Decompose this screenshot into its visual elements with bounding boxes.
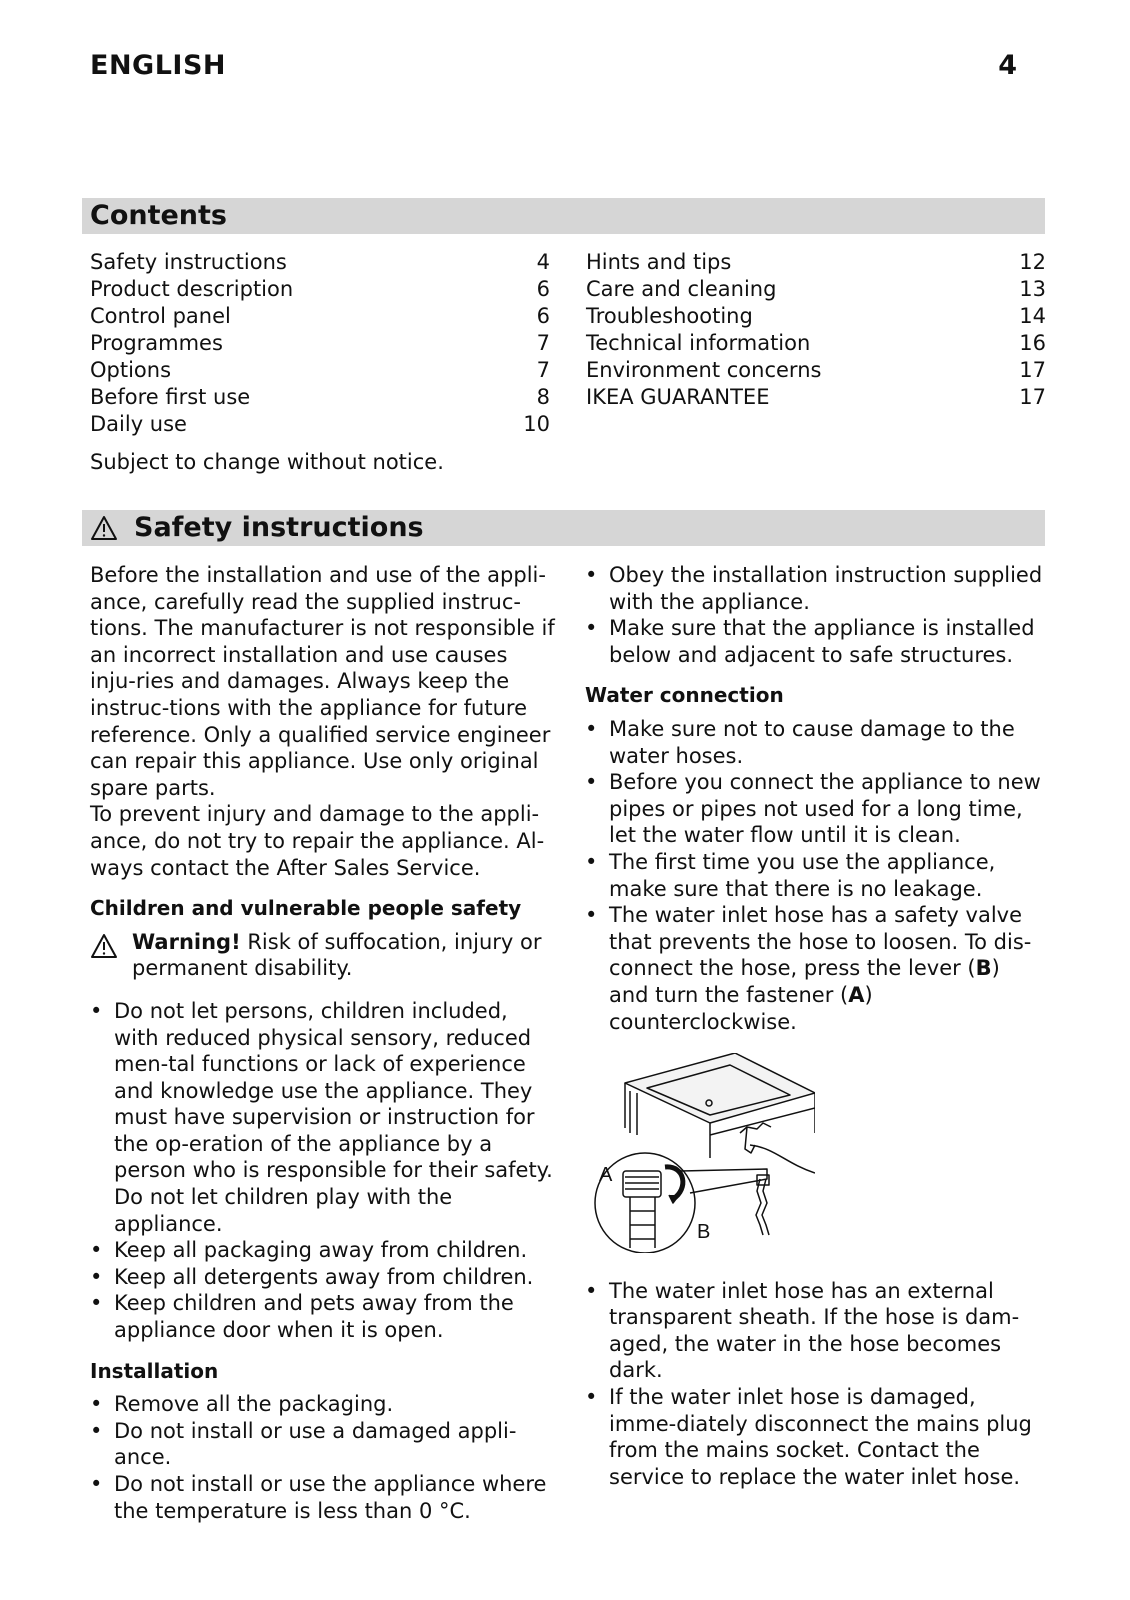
list-item: • Keep all packaging away from children. [90, 1237, 555, 1264]
valve-text: The water inlet hose has a safety valve that prevents the hose to loosen. To dis-connect the hose, press the lever ( [609, 903, 1032, 981]
safety-intro-paragraph: Before the installation and use of the appli-ance, carefully read the supplied instruc-tions. The manufacturer is not responsible if an incorrect installation and use causes inju-ries and damages. Always keep the instruc-tions with the appliance for future reference. Only a qualified service engineer can repair this appliance. Use only original spare parts. [90, 563, 555, 800]
safety-heading [82, 510, 1045, 546]
toc-row [586, 384, 1046, 411]
toc-label: Control panel [90, 304, 231, 328]
list-item [585, 902, 1045, 1035]
figure-label-a: A [599, 1164, 613, 1187]
toc-label: Technical information [586, 331, 811, 355]
toc-page: 6 [536, 277, 550, 301]
toc-page: 6 [536, 304, 550, 328]
toc-row [90, 249, 550, 276]
hose-illustration [585, 1053, 815, 1253]
toc-row [90, 276, 550, 303]
water-connection-list [585, 716, 1045, 1035]
toc-row [90, 411, 550, 438]
toc-page: 12 [1019, 250, 1046, 274]
list-item: • Remove all the packaging. [90, 1391, 555, 1418]
toc-page: 4 [536, 250, 550, 274]
water-connection-heading: Water connection [585, 683, 784, 708]
toc-right-column [586, 249, 1046, 411]
toc-label: Troubleshooting [586, 304, 753, 328]
change-notice: Subject to change without notice. [90, 450, 444, 474]
toc-page: 7 [536, 358, 550, 382]
toc-row [90, 303, 550, 330]
toc-page: 14 [1019, 304, 1046, 328]
water-hose-figure [585, 1053, 1045, 1260]
installation-heading: Installation [90, 1358, 219, 1383]
toc-label: Environment concerns [586, 358, 822, 382]
list-item: • If the water inlet hose is damaged, imme-diately disconnect the mains plug from the mains socket. Contact the service to replace the water inlet hose. [585, 1384, 1045, 1490]
warning-label: Warning! [132, 929, 241, 954]
toc-page: 17 [1019, 358, 1046, 382]
header-language: ENGLISH [90, 50, 226, 81]
toc-row [586, 303, 1046, 330]
list-item: • Keep all detergents away from children. [90, 1264, 555, 1291]
toc-row [586, 249, 1046, 276]
safety-title: Safety instructions [134, 512, 424, 543]
toc-page: 8 [536, 385, 550, 409]
list-item: • Do not install or use the appliance where the temperature is less than 0 °C. [90, 1471, 555, 1524]
warning-text-block [132, 929, 555, 982]
toc-row [90, 357, 550, 384]
toc-label: Before first use [90, 385, 251, 409]
toc-page: 7 [536, 331, 550, 355]
hose-sheath-list [585, 1278, 1045, 1491]
toc-label: Hints and tips [586, 250, 732, 274]
warning-text: Risk of suffocation, injury or permanent disability. [132, 929, 542, 981]
installation-list [90, 1391, 555, 1524]
toc-row [90, 384, 550, 411]
list-item: • Before you connect the appliance to new pipes or pipes not used for a long time, let the water flow until it is clean. [585, 769, 1045, 849]
toc-label: Daily use [90, 412, 187, 436]
lever-label: B [975, 956, 992, 981]
toc-left-column [90, 249, 550, 438]
list-item: • Make sure not to cause damage to the water hoses. [585, 716, 1045, 769]
warning-triangle-icon [90, 515, 118, 541]
general-safety-list [585, 562, 1045, 668]
list-item: • Do not install or use a damaged appli-ance. [90, 1418, 555, 1471]
toc-page: 13 [1019, 277, 1046, 301]
list-item: • Obey the installation instruction supplied with the appliance. [585, 562, 1045, 615]
toc-label: Safety instructions [90, 250, 287, 274]
toc-label: Product description [90, 277, 294, 301]
warning-note [90, 929, 555, 982]
safety-left-column [90, 562, 555, 1524]
list-item: • Make sure that the appliance is installed below and adjacent to safe structures. [585, 615, 1045, 668]
children-safety-heading: Children and vulnerable people safety [90, 896, 522, 921]
toc-page: 16 [1019, 331, 1046, 355]
list-item: • Keep children and pets away from the appliance door when it is open. [90, 1290, 555, 1343]
toc-page: 17 [1019, 385, 1046, 409]
list-item: • The water inlet hose has an external transparent sheath. If the hose is dam-aged, the water in the hose becomes dark. [585, 1278, 1045, 1384]
safety-right-column [585, 562, 1045, 1490]
warning-triangle-icon [90, 933, 118, 959]
toc-page: 10 [523, 412, 550, 436]
fastener-label: A [848, 982, 865, 1007]
toc-label: Care and cleaning [586, 277, 777, 301]
toc-label: IKEA GUARANTEE [586, 385, 770, 409]
toc-label: Programmes [90, 331, 223, 355]
figure-label-b: B [697, 1221, 711, 1244]
safety-intro-paragraph: To prevent injury and damage to the appli-ance, do not try to repair the appliance. Al-ways contact the After Sales Service. [90, 802, 545, 880]
valve-text: ) counterclockwise. [609, 982, 873, 1034]
toc-row [586, 276, 1046, 303]
toc-row [90, 330, 550, 357]
toc-row [586, 357, 1046, 384]
toc-row [586, 330, 1046, 357]
children-safety-list [90, 998, 555, 1344]
list-item: • Do not let persons, children included, with reduced physical sensory, reduced men-tal functions or lack of experience and knowledge use the appliance. They must have supervision or instruction for the op-eration of the appliance by a person who is responsible for their safety. Do not let children play with the appliance. [90, 998, 555, 1237]
list-item: • The first time you use the appliance, make sure that there is no leakage. [585, 849, 1045, 902]
header-page-number: 4 [998, 50, 1017, 81]
toc-label: Options [90, 358, 172, 382]
valve-text: ) and turn the fastener ( [609, 956, 1000, 1007]
contents-heading: Contents [82, 198, 1045, 234]
